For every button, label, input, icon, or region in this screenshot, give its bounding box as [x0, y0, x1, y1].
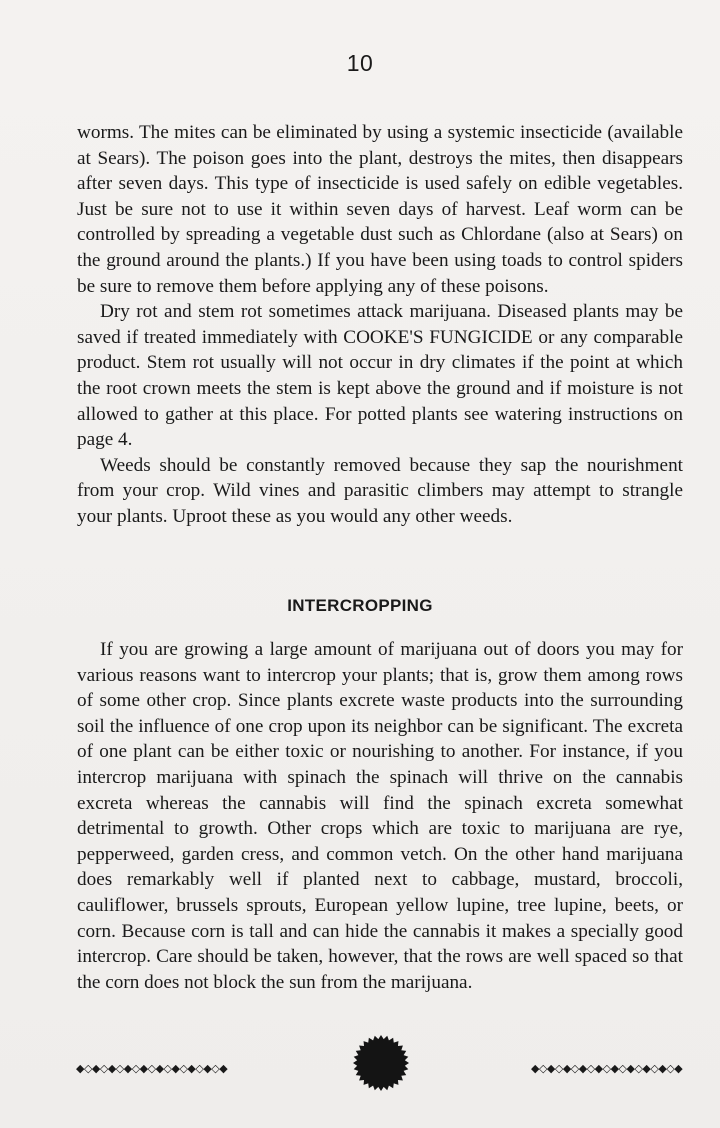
body-text-upper	[77, 120, 683, 530]
paragraph-continued: worms. The mites can be eliminated by using a systemic insecticide (available at Sears). The poison goes into the plant, destroys the mites, then disappears after seven days. This type of insecticide is used safely on edible vegetables. Just be sure not to use it within seven days of harvest. Leaf worm can be controlled by spreading a vegetable dust such as Chlordane (also at Sears) on the ground around the plants.) If you have been using toads to control spiders be sure to remove them before applying any of these poisons.	[77, 122, 683, 297]
starburst-seal-icon	[353, 1035, 409, 1091]
page-number: 10	[346, 50, 374, 76]
section-heading: INTERCROPPING	[287, 596, 433, 615]
paragraph-weeds: Weeds should be constantly removed because they sap the nourishment from your crop. Wild vines and parasitic climbers may attempt to strangle your plants. Uproot these as you would any other weeds.	[77, 454, 683, 527]
ornament-left: ◆◇◆◇◆◇◆◇◆◇◆◇◆◇◆◇◆◇◆	[76, 1062, 228, 1075]
body-text-lower	[77, 637, 683, 995]
paragraph-intercropping: If you are growing a large amount of marijuana out of doors you may for various reasons want to intercrop your plants; that is, grow them among rows of some other crop. Since plants excrete waste products into the surrounding soil the influence of one crop upon its neighbor can be significant. The excreta of one plant can be either toxic or nourishing to another. For instance, if you intercrop marijuana with spinach the spinach will thrive on the cannabis excreta whereas the cannabis will find the spinach excreta somewhat detrimental to growth. Other crops which are toxic to marijuana are rye, pepperweed, garden cress, and common vetch. On the other hand marijuana does remarkably well if planted next to cabbage, mustard, broccoli, cauliflower, brussels sprouts, European yellow lupine, tree lupine, beets, or corn. Because corn is tall and can hide the cannabis it makes a specially good intercrop. Care should be taken, however, that the rows are well spaced so that the corn does not block the sun from the marijuana.	[77, 639, 683, 993]
paragraph-rot: Dry rot and stem rot sometimes attack marijuana. Diseased plants may be saved if treated immediately with COOKE'S FUNGICIDE or any comparable product. Stem rot usually will not occur in dry climates if the point at which the root crown meets the stem is kept above the ground and if moisture is not allowed to gather at this place. For potted plants see watering instructions on page 4.	[77, 301, 683, 451]
ornament-right: ◆◇◆◇◆◇◆◇◆◇◆◇◆◇◆◇◆◇◆	[531, 1062, 683, 1075]
